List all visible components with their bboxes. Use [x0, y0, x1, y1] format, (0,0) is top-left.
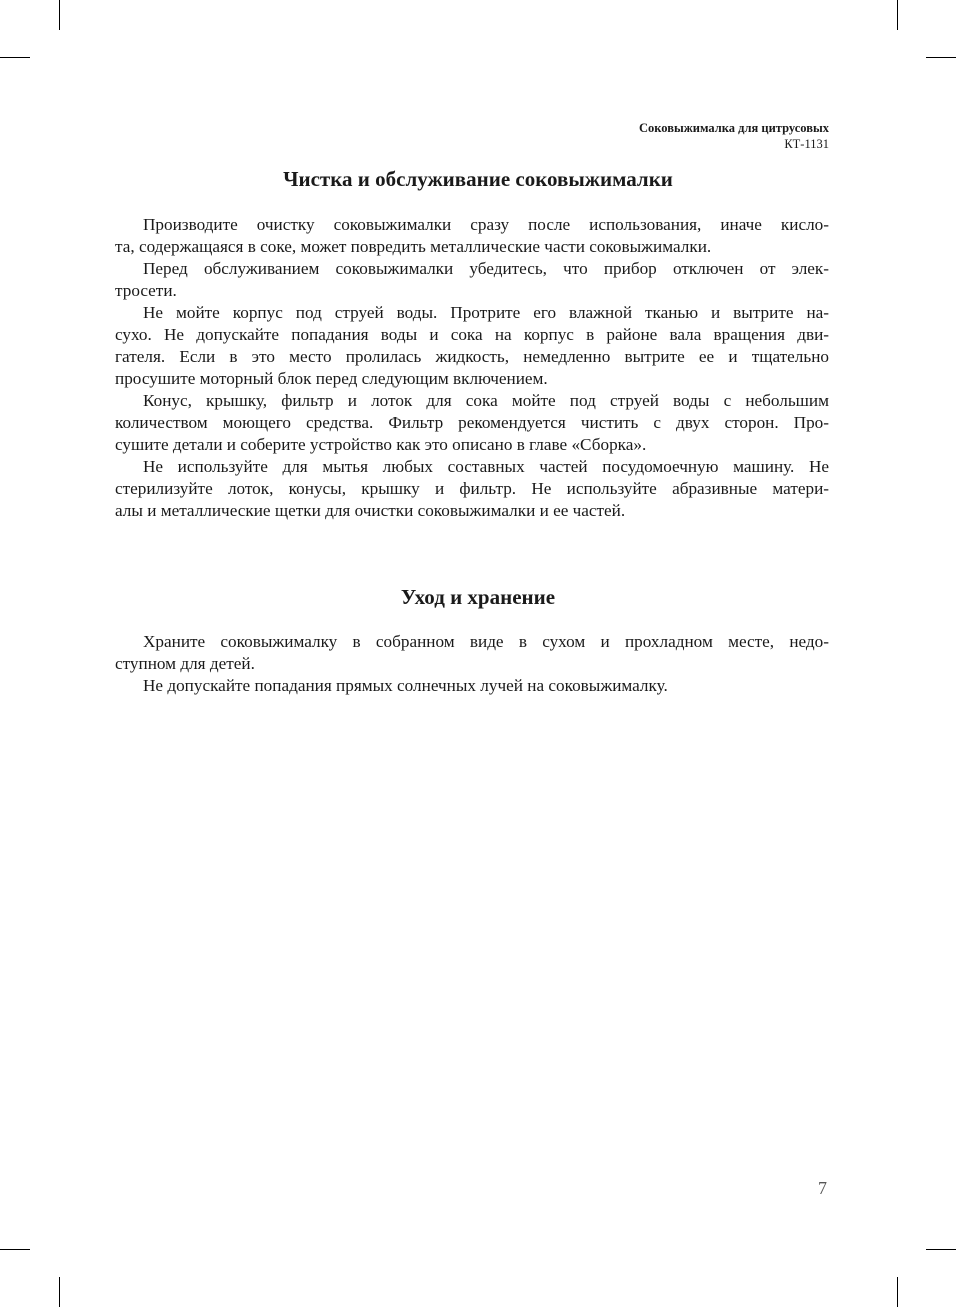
paragraph-line: гателя. Если в это место пролилась жидкость, немедленно вытрите ее и тщательно	[115, 347, 829, 366]
section-title-storage: Уход и хранение	[400, 585, 556, 609]
crop-mark	[897, 1277, 898, 1307]
paragraph-line: количеством моющего средства. Фильтр рекомендуется чистить с двух сторон. Про-	[115, 413, 829, 432]
crop-mark	[59, 1277, 60, 1307]
paragraph-line: та, содержащаяся в соке, может повредить металлические части соковыжималки.	[115, 237, 712, 256]
crop-mark	[0, 1249, 30, 1250]
paragraph-line: Перед обслуживанием соковыжималки убедитесь, что прибор отключен от элек-	[143, 259, 829, 278]
paragraph-line: Не допускайте попадания прямых солнечных лучей на соковыжималку.	[143, 676, 668, 695]
paragraph-line: сушите детали и соберите устройство как это описано в главе «Сборка».	[115, 435, 647, 454]
crop-mark	[926, 1249, 956, 1250]
paragraph-line: ступном для детей.	[115, 654, 255, 673]
header-model: КТ-1131	[784, 137, 829, 151]
paragraph-line: Не используйте для мытья любых составных частей посудомоечную машину. Не	[143, 457, 829, 476]
page-number: 7	[818, 1178, 827, 1198]
paragraph-line: Храните соковыжималку в собранном виде в сухом и прохладном месте, недо-	[143, 632, 829, 651]
crop-mark	[59, 0, 60, 30]
paragraph-line: Конус, крышку, фильтр и лоток для сока мойте под струей воды с небольшим	[143, 391, 829, 410]
paragraph-line: просушите моторный блок перед следующим включением.	[115, 369, 548, 388]
crop-mark	[926, 57, 956, 58]
paragraph-line: сухо. Не допускайте попадания воды и сока на корпус в районе вала вращения дви-	[115, 325, 829, 344]
paragraph-line: тросети.	[115, 281, 177, 300]
crop-mark	[897, 0, 898, 30]
crop-mark	[0, 57, 30, 58]
paragraph-line: Не мойте корпус под струей воды. Протрите его влажной тканью и вытрите на-	[143, 303, 829, 322]
paragraph-line: Производите очистку соковыжималки сразу после использования, иначе кисло-	[143, 215, 829, 234]
section-body-storage	[115, 631, 829, 697]
running-header	[639, 120, 829, 152]
header-product: Соковыжималка для цитрусовых	[638, 121, 829, 135]
paragraph-line: стерилизуйте лоток, конусы, крышку и фильтр. Не используйте абразивные матери-	[115, 479, 829, 498]
section-title-cleaning: Чистка и обслуживание соковыжималки	[283, 167, 673, 191]
section-body-cleaning	[115, 214, 829, 522]
paragraph-line: алы и металлические щетки для очистки соковыжималки и ее частей.	[115, 501, 626, 520]
